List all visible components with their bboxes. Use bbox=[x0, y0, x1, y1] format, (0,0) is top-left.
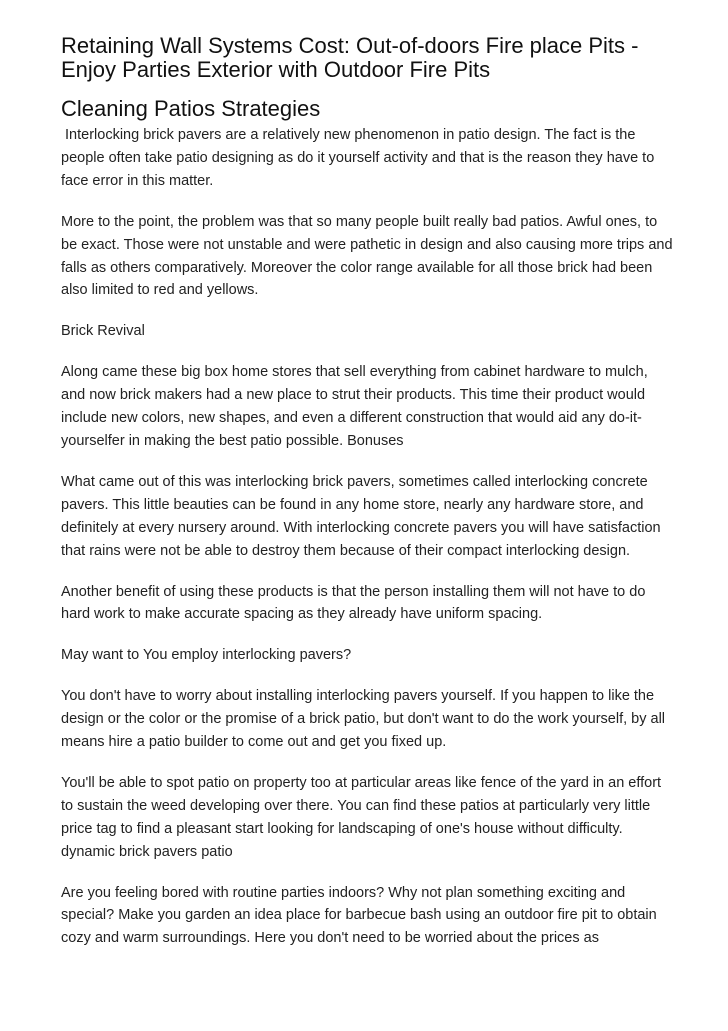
document-page bbox=[61, 34, 673, 968]
document-title: Retaining Wall Systems Cost: Out-of-doors Fire place Pits - Enjoy Parties Exterior with Outdoor Fire Pits bbox=[61, 33, 639, 82]
paragraph: Interlocking brick pavers are a relatively new phenomenon in patio design. The fact is the people often take patio designing as do it yourself activity and that is the reason they have to face error in this matter. bbox=[61, 127, 659, 189]
paragraph: Another benefit of using these products is that the person installing them will not have to do hard work to make accurate spacing as they already have uniform spacing. bbox=[61, 583, 646, 623]
paragraph: You don't have to worry about installing interlocking pavers yourself. If you happen to like the design or the color or the promise of a brick patio, but don't want to do the work yourself, by all means hire a patio builder to come out and get you fixed up. bbox=[61, 688, 666, 751]
document-body bbox=[61, 124, 673, 950]
paragraph: dynamic brick pavers patio bbox=[61, 843, 233, 860]
paragraph: May want to You employ interlocking pavers? bbox=[61, 647, 352, 664]
paragraph: Are you feeling bored with routine parties indoors? Why not plan something exciting and special? Make you garden an idea place for barbecue bash using an outdoor fire pit to obtain cozy and warm surroundings. Here you don't need to be worried about the prices as bbox=[61, 884, 657, 947]
paragraph: You'll be able to spot patio on property too at particular areas like fence of the yard in an effort to sustain the weed developing over there. You can find these patios at particularly very little price tag to find a pleasant start looking for landscaping of one's house without difficulty. bbox=[61, 774, 662, 837]
paragraph: More to the point, the problem was that so many people built really bad patios. Awful ones, to be exact. Those were not unstable and were pathetic in design and also causing more trips and falls as others comparatively. Moreover the color range available for all those brick had been also limited to red and yellows. bbox=[61, 213, 673, 299]
section-heading: Cleaning Patios Strategies bbox=[61, 96, 321, 121]
paragraph: What came out of this was interlocking brick pavers, sometimes called interlocking concrete pavers. This little beauties can be found in any home store, nearly any hardware store, and definitely at every nursery around. With interlocking concrete pavers you will have satisfaction that rains were not be able to destroy them because of their compact interlocking design. bbox=[61, 473, 661, 559]
paragraph: Brick Revival bbox=[61, 323, 145, 340]
paragraph: Along came these big box home stores that sell everything from cabinet hardware to mulch, and now brick makers had a new place to strut their products. This time their product would include new colors, new shapes, and even a different construction that would aid any do-it-yourselfer in making the best patio possible. Bonuses bbox=[61, 364, 648, 449]
